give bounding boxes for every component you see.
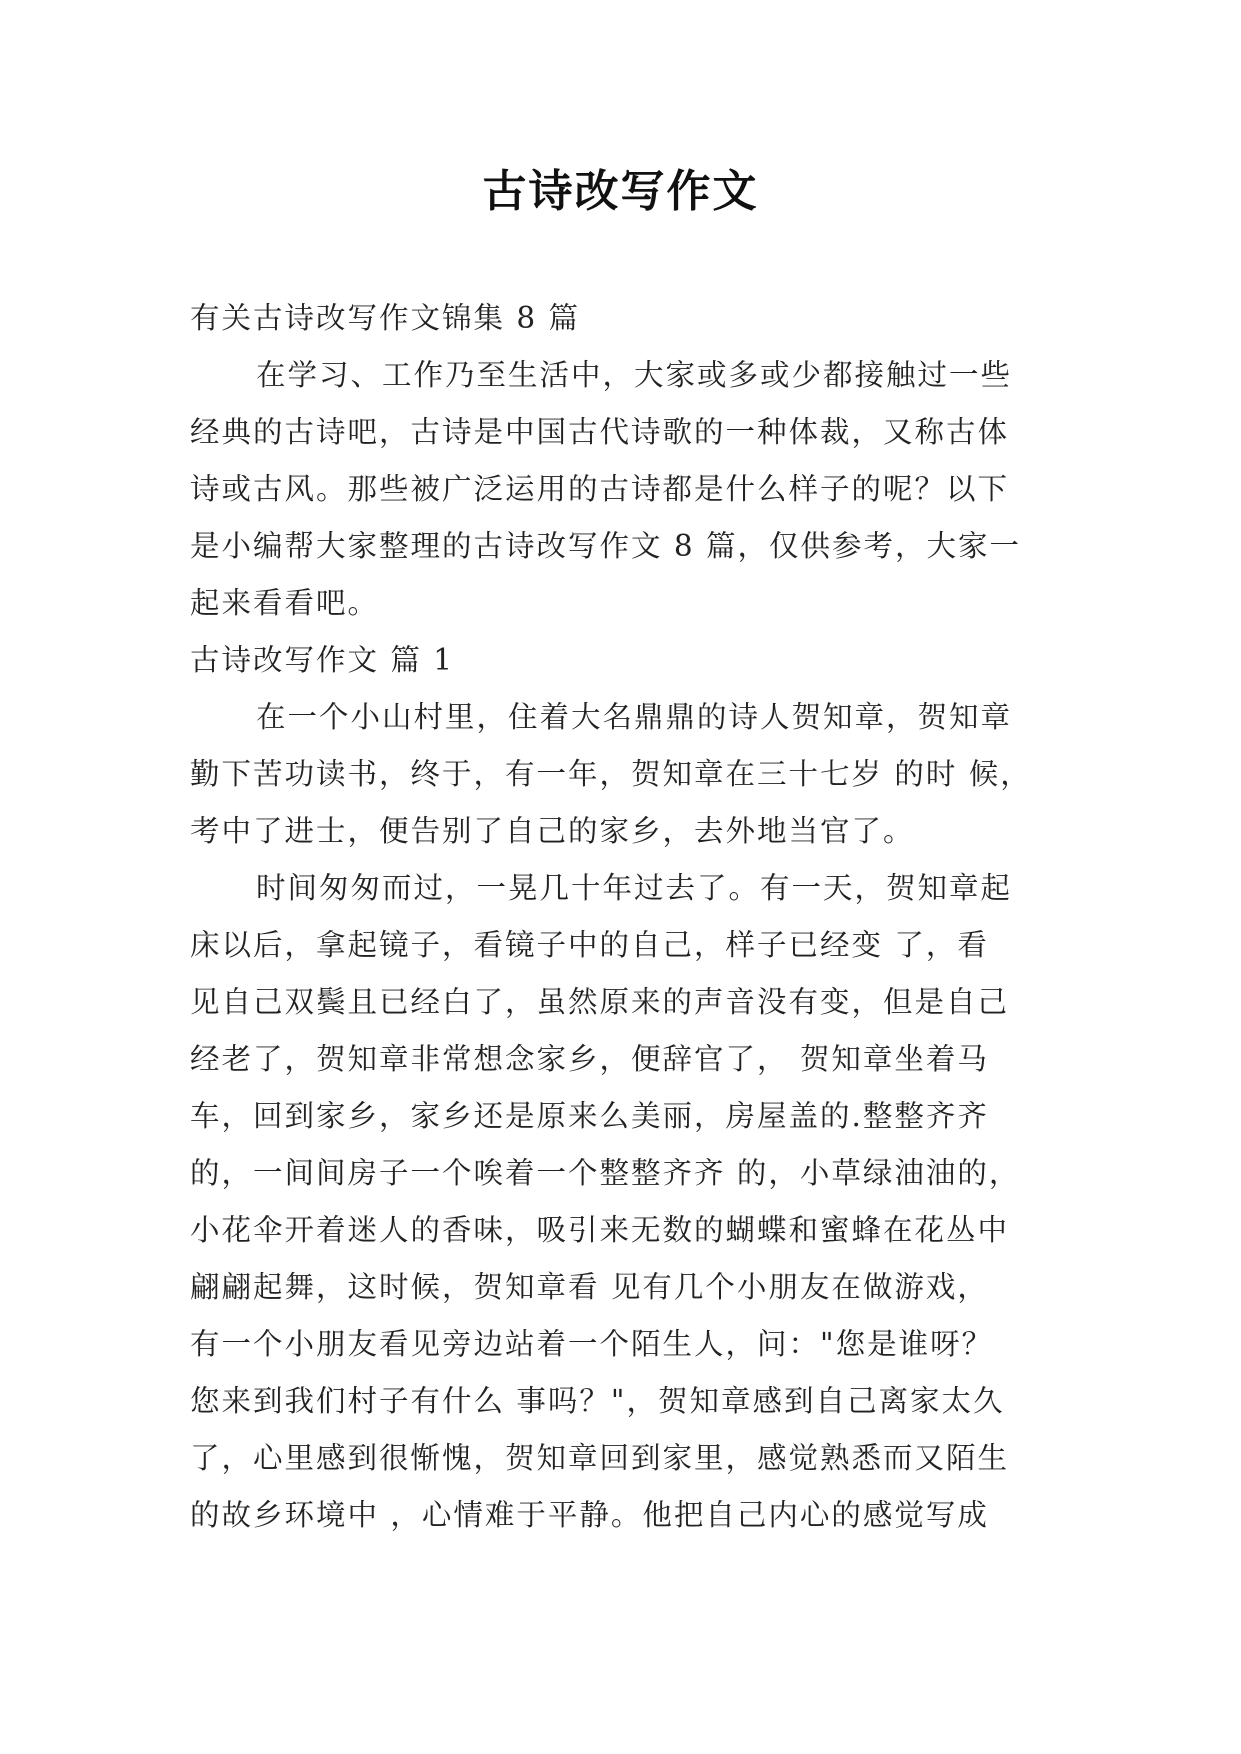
text-line: 是小编帮大家整理的古诗改写作文 8 篇，仅供参考，大家一 bbox=[190, 529, 1022, 563]
text-line: 诗或古风。那些被广泛运用的古诗都是什么样子的呢？以下 bbox=[190, 472, 1010, 506]
text-line: 的故乡环境中 ，心情难于平静。他把自己内心的感觉写成 bbox=[190, 1498, 989, 1532]
text-line: 您来到我们村子有什么 事吗？"，贺知章感到自己离家太久 bbox=[190, 1384, 1005, 1418]
text-line: 经老了，贺知章非常想念家乡，便辞官了， 贺知章坐着马 bbox=[190, 1042, 989, 1076]
text-line: 翩翩起舞，这时候，贺知章看 见有几个小朋友在做游戏， bbox=[190, 1270, 989, 1304]
text-line: 见自己双鬓且已经白了，虽然原来的声音没有变，但是自己 bbox=[190, 985, 1010, 1019]
document-body bbox=[190, 290, 1080, 1544]
text-line: 在学习、工作乃至生活中，大家或多或少都接触过一些 bbox=[256, 358, 1013, 392]
text-line: 的，一间间房子一个唉着一个整整齐齐 的，小草绿油油的， bbox=[190, 1156, 1021, 1190]
text-line: 车，回到家乡，家乡还是原来么美丽，房屋盖的.整整齐齐 bbox=[190, 1099, 989, 1133]
text-line: 床以后，拿起镜子，看镜子中的自己，样子已经变 了，看 bbox=[190, 928, 989, 962]
text-line: 在一个小山村里，住着大名鼎鼎的诗人贺知章，贺知章 bbox=[256, 700, 1013, 734]
text-line: 有一个小朋友看见旁边站着一个陌生人，问："您是谁呀？ bbox=[190, 1327, 994, 1361]
text-line: 勤下苦功读书，终于，有一年，贺知章在三十七岁 的时 候， bbox=[190, 757, 1032, 791]
text-line: 经典的古诗吧，古诗是中国古代诗歌的一种体裁，又称古体 bbox=[190, 415, 1010, 449]
text-line: 小花伞开着迷人的香味，吸引来无数的蝴蝶和蜜蜂在花丛中 bbox=[190, 1213, 1010, 1247]
text-line: 有关古诗改写作文锦集 8 篇 bbox=[190, 301, 581, 335]
text-line: 起来看看吧。 bbox=[190, 586, 380, 620]
text-line: 考中了进士，便告别了自己的家乡，去外地当官了。 bbox=[190, 814, 915, 848]
section-heading: 古诗改写作文 篇 1 bbox=[190, 643, 455, 677]
document-title: 古诗改写作文 bbox=[482, 166, 759, 217]
text-line: 了，心里感到很惭愧，贺知章回到家里，感觉熟悉而又陌生 bbox=[190, 1441, 1010, 1475]
text-line: 时间匆匆而过，一晃几十年过去了。有一天，贺知章起 bbox=[256, 871, 1013, 905]
